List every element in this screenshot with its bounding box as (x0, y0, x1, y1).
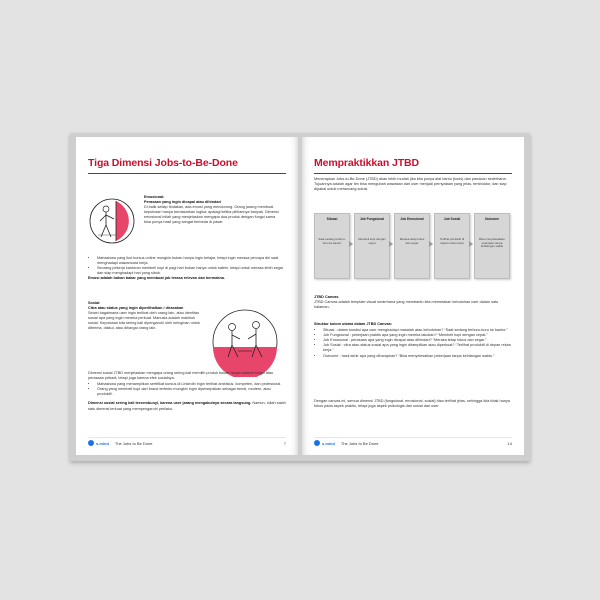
brand-name: s.mind (322, 440, 335, 446)
column-body: Terlihat produktif di depan rekan kerja (439, 237, 465, 245)
list-item: • Seorang pekerja kantoran membeli kopi di pagi hari bukan hanya untuk kafein, tetapi untuk merasa lebih segar dan siap menghadapi hari yang sibuk. (97, 266, 286, 276)
left-page-footer (88, 437, 286, 448)
brand-logo (314, 440, 335, 446)
logo-icon (314, 440, 320, 446)
jtbd-canvas-section (314, 295, 512, 310)
social-conclusion-tail: Namun, inilah salah satu dimensi terkuat yang mempengaruhi perilaku. (88, 401, 286, 411)
jtbd-column-fungsional (354, 213, 390, 279)
jtbd-diagram (314, 213, 512, 277)
closing-paragraph: Dengan canvas ini, semua dimensi JTBD (fungsional, emosional, sosial) bisa terlihat jelas, sehingga kita tidak hanya fokus pada aspek praktis, tetapi juga aspek psikologis dan sosial dari user. (314, 399, 510, 409)
column-heading: Job Fungsional (359, 217, 385, 221)
emotional-examples (88, 255, 286, 281)
social-body: Selain bagaimana user ingin terlihat oleh orang lain, atau identitas sosial apa yang ingin mereka perkuat. Manusia adalah makhluk sosial. Keputusan kita sering kali dipengaruhi oleh keinginan untuk diterima, diakui, atau dihargai orang lain. (88, 311, 200, 331)
column-body: Merasa tetap fokus dan segar (399, 237, 425, 245)
list-item: • Situasi : dalam kondisi apa user menghadapi masalah atau kebutuhan? “Saat sedang terburu-buru ke kantor.” (323, 328, 512, 333)
list-item: • Mahasiswa yang menampilkan sertifikat kursus di LinkedIn ingin terlihat ambisius, kompeten, dan profesional. (97, 382, 286, 387)
person-at-door-illustration (88, 195, 140, 247)
page-number: 7 (283, 440, 286, 446)
title-rule (314, 173, 512, 174)
title-rule (88, 173, 286, 174)
column-body: Bisa menyelesaikan pekerjaan tanpa kehilangan waktu (479, 237, 505, 249)
emotional-heading: Emosional: (144, 195, 165, 199)
social-conclusion (88, 401, 286, 411)
intro-paragraph: Menerapkan Jobs-to-Be-Done (JTBD) akan lebih mudah jika kita punya alat bantu (tools) dan panduan sederhana. Tujuannya adalah agar tim bisa mengubah wawasan dari user menjadi pernyataan yang jelas, terstruktur, dan siap dipakai untuk merancang solusi. (314, 177, 507, 192)
emotional-body: Di balik setiap tindakan, ada emosi yang mendorong. Orang jarang membuat keputusan hanya berdasarkan logika; apalagi ketika pilihannya banyak. Dimensi emosional inilah yang menjelaskan mengapa dua produk dengan fungsi sama bisa punya hasil yang sangat berbeda di pasar. (144, 205, 279, 225)
page-number: 14 (507, 440, 512, 446)
social-details (88, 371, 286, 412)
list-item: • Job Emosional : perasaan apa yang ingin dicapai atau dihindari? “Merasa tetap fokus dan segar.” (323, 338, 512, 343)
arrow-icon (469, 241, 473, 247)
arrow-icon (389, 241, 393, 247)
two-people-chatting-illustration (208, 307, 282, 377)
left-page-title: Tiga Dimensi Jobs-to-Be-Done (88, 157, 238, 169)
column-body: Saat sedang terburu-buru ke kantor (318, 237, 346, 245)
emotional-section (144, 195, 282, 226)
list-item: • Job Sosial : citra atau status sosial apa yang ingin ditampilkan atau diperkuat? “Terlihat produktif di depan rekan kerja.” (323, 343, 512, 353)
left-page (76, 137, 298, 455)
jtbd-column-emosional (394, 213, 430, 279)
struktur-section (314, 322, 512, 359)
canvas-body: JTBD Canvas adalah template visual sederhana yang membantu kita memetakan kebutuhan user dalam satu halaman. (314, 300, 499, 310)
struktur-list (314, 328, 512, 359)
emotional-subheading: Perasaan yang ingin dicapai atau dihindari (144, 200, 222, 205)
arrow-icon (429, 241, 433, 247)
list-item: • Job Fungsional : pekerjaan praktis apa yang ingin mereka lakukan? “Membeli kopi dengan cepat.” (323, 333, 512, 338)
social-body-2: Dimensi sosial JTBD menjelaskan mengapa orang sering kali memilih produk bukan hanya karena fungsi atau perasaan pribadi, tetapi juga karena efek sosialnya. (88, 371, 274, 381)
footer-label: The Jobs to Be Done (340, 440, 379, 446)
jtbd-column-outcome (474, 213, 510, 279)
column-body: Membeli kopi dengan cepat (358, 237, 386, 245)
brand-logo (88, 440, 109, 446)
footer-label: The Jobs to Be Done (114, 440, 153, 446)
column-heading: Outcome (484, 217, 500, 221)
emotional-conclusion: Emosi adalah bahan bakar yang membuat job terasa relevan dan bermakna. (88, 276, 225, 281)
list-item: • Mahasiswa yang ikut kursus online mungkin bukan hanya ingin belajar, tetapi ingin merasa percaya diri saat menghadapi wawancara kerja. (97, 256, 286, 266)
canvas-heading: JTBD Canvas (314, 295, 339, 299)
list-item: • Outcome : hasil akhir apa yang diharapkan? “Bisa menyelesaikan pekerjaan tanpa kehilangan waktu.” (323, 354, 512, 359)
emotional-bullet-list (88, 256, 286, 276)
struktur-heading: Struktur kolom utama dalam JTBD Canvas: (314, 322, 393, 326)
jtbd-column-sosial (434, 213, 470, 279)
column-heading: Job Sosial (443, 217, 461, 221)
right-page (302, 137, 524, 455)
brand-name: s.mind (96, 440, 109, 446)
jtbd-column-situasi (314, 213, 350, 279)
logo-icon (88, 440, 94, 446)
social-subheading: Citra atau status yang ingin diperlihatkan / dirasakan (88, 306, 184, 311)
social-section (88, 301, 204, 332)
right-page-title: Mempraktikkan JTBD (314, 157, 419, 169)
column-heading: Job Emosional (400, 217, 424, 221)
social-heading: Sosial: (88, 301, 101, 305)
social-conclusion-bold: Dimensi sosial sering kali tersembunyi, karena user jarang mengakuinya secara langsung. (88, 401, 252, 406)
right-page-footer (314, 437, 512, 448)
column-heading: Situasi (326, 217, 338, 221)
social-bullet-list (88, 382, 286, 397)
arrow-icon (349, 241, 353, 247)
list-item: • Orang yang membeli kopi dari brand tertentu mungkin ingin dipersepsikan sebagai trendi, modern, atau produktif. (97, 387, 286, 397)
open-book (70, 133, 530, 461)
